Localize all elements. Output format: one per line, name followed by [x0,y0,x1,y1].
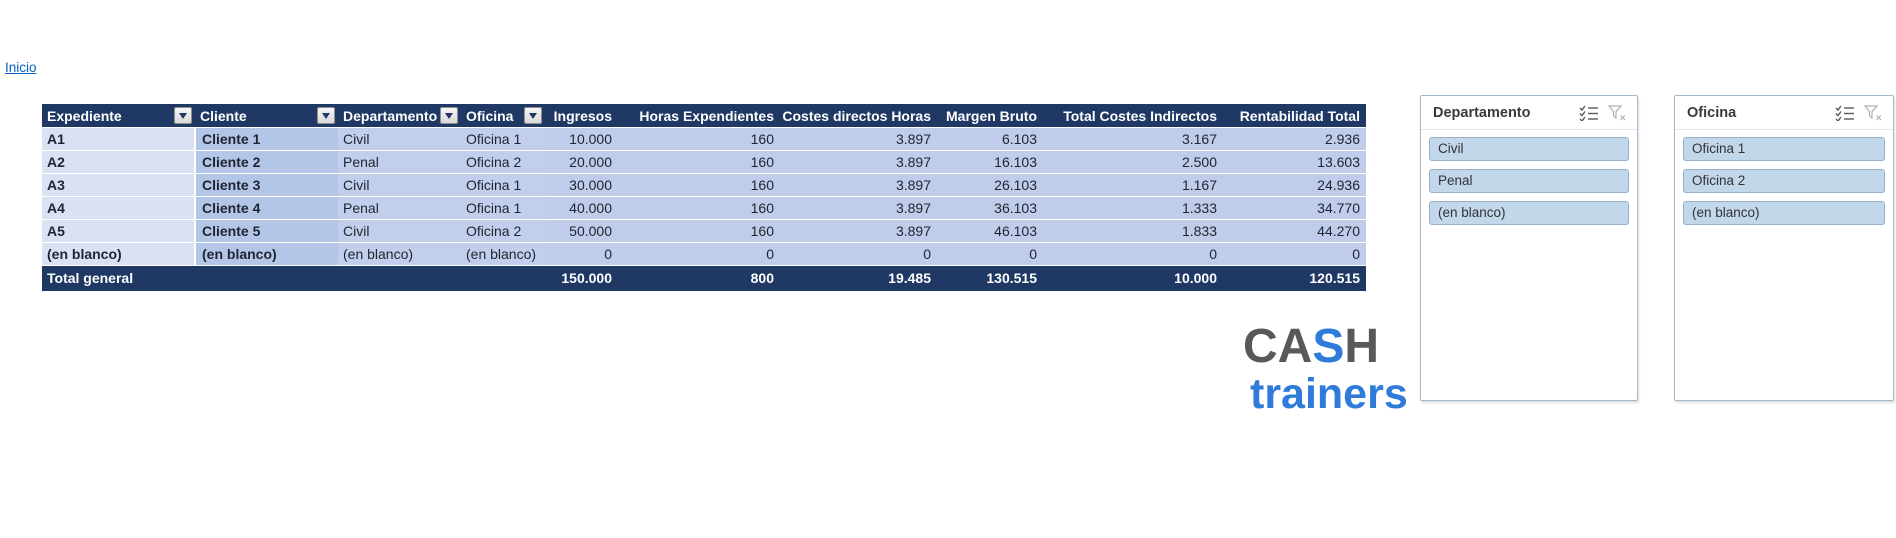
table-row [42,243,1366,266]
grand-total-row [42,266,1366,292]
table-cell [461,266,545,292]
table-cell: 150.000 [545,266,618,292]
table-cell: Penal [338,197,461,220]
multiselect-icon-button[interactable] [1577,102,1601,124]
table-cell: 0 [545,243,618,266]
table-cell: 10.000 [545,128,618,151]
header-row [42,104,1366,128]
pivot-table [42,104,1366,291]
column-header-costes-directos-horas: Costes directos Horas [780,104,937,128]
table-cell: 160 [618,128,780,151]
table-cell: 3.167 [1043,128,1223,151]
column-header-horas-expendientes: Horas Expendientes [618,104,780,128]
column-header-cliente [195,104,338,128]
column-header-label: Oficina [466,107,514,124]
slicer-item-en-blanco[interactable]: (en blanco) [1683,201,1885,225]
table-cell: 44.270 [1223,220,1366,243]
slicer-items [1421,130,1637,240]
table-cell: 3.897 [780,128,937,151]
slicer-header [1421,96,1637,130]
column-header-total-costes-indirectos: Total Costes Indirectos [1043,104,1223,128]
inicio-link[interactable]: Inicio [5,60,37,75]
table-cell: (en blanco) [338,243,461,266]
table-cell: 120.515 [1223,266,1366,292]
filter-dropdown-button[interactable] [317,107,335,124]
table-cell: Oficina 2 [461,151,545,174]
cash-trainers-logo [1243,320,1408,418]
clear-filter-icon-button[interactable] [1605,102,1629,124]
table-cell: 0 [618,243,780,266]
table-cell: 0 [1223,243,1366,266]
table-cell [338,266,461,292]
column-header-expediente [42,104,195,128]
table-cell: 50.000 [545,220,618,243]
table-cell: 800 [618,266,780,292]
slicer-title: Oficina [1687,104,1737,121]
table-cell: 3.897 [780,151,937,174]
table-row [42,220,1366,243]
table-cell: 34.770 [1223,197,1366,220]
table-cell: A5 [42,220,195,243]
table-cell: 0 [937,243,1043,266]
table-cell: Oficina 1 [461,197,545,220]
slicer-item-oficina-2[interactable]: Oficina 2 [1683,169,1885,193]
table-cell: 36.103 [937,197,1043,220]
slicer-title: Departamento [1433,104,1531,121]
column-header-oficina [461,104,545,128]
table-cell: 10.000 [1043,266,1223,292]
slicer-item-en-blanco[interactable]: (en blanco) [1429,201,1629,225]
column-header-label: Departamento [343,107,438,124]
column-header-label: Cliente [200,107,247,124]
table-cell: A2 [42,151,195,174]
slicer-oficina [1674,95,1894,401]
multiselect-icon [1835,105,1855,121]
clear-filter-icon [1608,105,1626,121]
table-cell: Total general [42,266,195,292]
table-cell: A4 [42,197,195,220]
table-cell: 1.167 [1043,174,1223,197]
table-cell: 6.103 [937,128,1043,151]
table-cell: Cliente 5 [195,220,338,243]
table-cell: 0 [780,243,937,266]
column-header-departamento [338,104,461,128]
table-cell: 2.500 [1043,151,1223,174]
table-cell: 160 [618,197,780,220]
filter-dropdown-button[interactable] [524,107,542,124]
table-cell: A1 [42,128,195,151]
table-cell: 3.897 [780,197,937,220]
table-row [42,174,1366,197]
table-cell: 16.103 [937,151,1043,174]
table-cell: 0 [1043,243,1223,266]
table-cell: (en blanco) [461,243,545,266]
table-cell: (en blanco) [42,243,195,266]
chevron-down-icon [529,113,537,119]
table-cell: 46.103 [937,220,1043,243]
table-cell: A3 [42,174,195,197]
multiselect-icon-button[interactable] [1833,102,1857,124]
slicer-item-oficina-1[interactable]: Oficina 1 [1683,137,1885,161]
table-cell: 1.833 [1043,220,1223,243]
slicer-header [1675,96,1893,130]
table-cell: Oficina 1 [461,128,545,151]
column-header-ingresos: Ingresos [545,104,618,128]
slicer-items [1675,130,1893,240]
filter-dropdown-button[interactable] [174,107,192,124]
table-row [42,151,1366,174]
table-cell: 160 [618,220,780,243]
table-cell: Oficina 1 [461,174,545,197]
table-cell: 13.603 [1223,151,1366,174]
table-row [42,128,1366,151]
table-cell: Civil [338,174,461,197]
table-row [42,197,1366,220]
clear-filter-icon [1864,105,1882,121]
chevron-down-icon [322,113,330,119]
multiselect-icon [1579,105,1599,121]
table-cell: Penal [338,151,461,174]
column-header-rentabilidad-total: Rentabilidad Total [1223,104,1366,128]
slicer-item-civil[interactable]: Civil [1429,137,1629,161]
table-cell: 160 [618,151,780,174]
table-cell: 130.515 [937,266,1043,292]
clear-filter-icon-button[interactable] [1861,102,1885,124]
logo-line2: trainers [1250,370,1408,418]
table-cell: Cliente 4 [195,197,338,220]
table-cell: 160 [618,174,780,197]
slicer-item-penal[interactable]: Penal [1429,169,1629,193]
table-cell: 20.000 [545,151,618,174]
table-cell: 40.000 [545,197,618,220]
column-header-margen-bruto: Margen Bruto [937,104,1043,128]
table-cell: Civil [338,128,461,151]
table-cell [195,266,338,292]
table-cell: Cliente 2 [195,151,338,174]
table-cell: (en blanco) [195,243,338,266]
table-cell: Cliente 1 [195,128,338,151]
table-cell: Civil [338,220,461,243]
table-cell: 3.897 [780,174,937,197]
table-cell: 24.936 [1223,174,1366,197]
logo-line1: CASH [1243,320,1380,373]
column-header-label: Expediente [47,107,122,124]
chevron-down-icon [445,113,453,119]
table-cell: 30.000 [545,174,618,197]
table-cell: 3.897 [780,220,937,243]
table-cell: 19.485 [780,266,937,292]
table-cell: 1.333 [1043,197,1223,220]
chevron-down-icon [179,113,187,119]
table-cell: Cliente 3 [195,174,338,197]
table-cell: 26.103 [937,174,1043,197]
slicer-departamento [1420,95,1638,401]
table-cell: 2.936 [1223,128,1366,151]
filter-dropdown-button[interactable] [440,107,458,124]
table-cell: Oficina 2 [461,220,545,243]
